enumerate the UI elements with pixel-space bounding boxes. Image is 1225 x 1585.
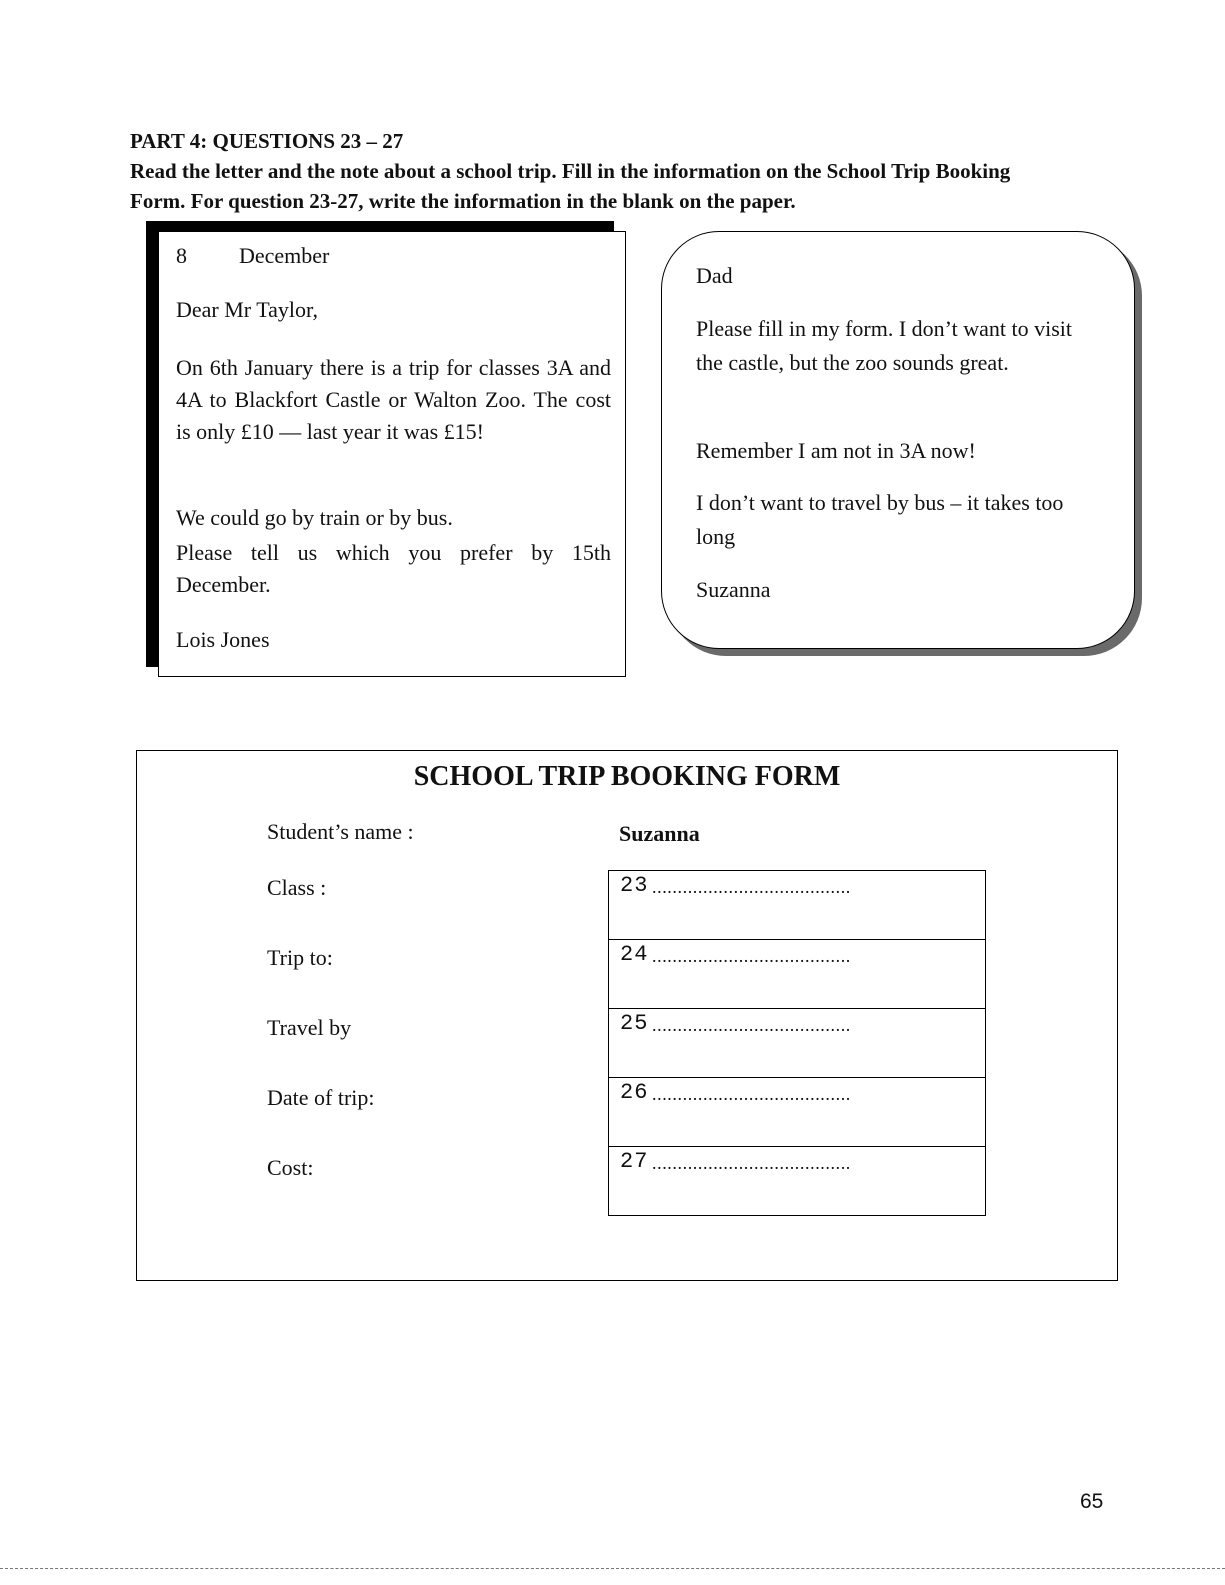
instruction-line-2: Form. For question 23-27, write the information in the blank on the paper. xyxy=(130,189,796,213)
part-title: PART 4: QUESTIONS 23 – 27 xyxy=(130,129,404,153)
note-line-3: I don’t want to travel by bus – it takes too long xyxy=(696,490,1064,549)
note-bubble xyxy=(661,231,1135,649)
answer-field-class[interactable] xyxy=(609,871,985,940)
letter-paragraph-3: Please tell us which you prefer by 15th December. xyxy=(176,540,611,597)
question-number: 23 xyxy=(620,873,649,898)
answer-blank: ....................................... xyxy=(652,946,851,966)
instructions-heading xyxy=(130,126,1130,216)
date-of-trip-label: Date of trip: xyxy=(267,1085,375,1110)
answer-blank: ....................................... xyxy=(652,1084,851,1104)
trip-to-label: Trip to: xyxy=(267,945,333,970)
student-name-label: Student’s name : xyxy=(267,819,414,844)
footer-divider xyxy=(0,1568,1225,1569)
letter-paragraph-2: We could go by train or by bus. xyxy=(176,505,453,530)
letter-date-month: December xyxy=(239,243,330,268)
note-signature: Suzanna xyxy=(696,577,771,602)
note-addressee: Dad xyxy=(696,263,733,288)
question-number: 25 xyxy=(620,1011,649,1036)
travel-by-label: Travel by xyxy=(267,1015,352,1040)
letter-greeting: Dear Mr Taylor, xyxy=(176,297,318,322)
answer-blank: ....................................... xyxy=(652,1153,851,1173)
answer-field-travel-by[interactable] xyxy=(609,1009,985,1078)
letter-date xyxy=(176,240,611,272)
booking-form xyxy=(136,750,1118,1281)
answer-field-date-of-trip[interactable] xyxy=(609,1078,985,1147)
answer-table xyxy=(608,870,986,1216)
answer-field-trip-to[interactable] xyxy=(609,940,985,1009)
instruction-line-1: Read the letter and the note about a school trip. Fill in the information on the School Trip Booking xyxy=(130,159,1011,183)
question-number: 24 xyxy=(620,942,649,967)
letter-date-day: 8 xyxy=(176,243,187,268)
class-label: Class : xyxy=(267,875,327,900)
answer-blank: ....................................... xyxy=(652,1015,851,1035)
cost-label: Cost: xyxy=(267,1155,314,1180)
page-number: 65 xyxy=(1080,1490,1104,1513)
answer-field-cost[interactable] xyxy=(609,1147,985,1216)
letter-paragraph-1: On 6th January there is a trip for classes 3A and 4A to Blackfort Castle or Walton Zoo. The cost is only £10 — last year it was £15! xyxy=(176,355,611,444)
note-line-1: Please fill in my form. I don’t want to visit the castle, but the zoo sounds great. xyxy=(696,316,1072,375)
letter-box xyxy=(158,231,626,677)
question-number: 26 xyxy=(620,1080,649,1105)
note-line-2: Remember I am not in 3A now! xyxy=(696,438,976,463)
student-name-value: Suzanna xyxy=(619,821,700,846)
answer-blank: ....................................... xyxy=(652,877,851,897)
form-title: SCHOOL TRIP BOOKING FORM xyxy=(413,761,841,792)
question-number: 27 xyxy=(620,1149,649,1174)
letter-signature: Lois Jones xyxy=(176,627,270,652)
